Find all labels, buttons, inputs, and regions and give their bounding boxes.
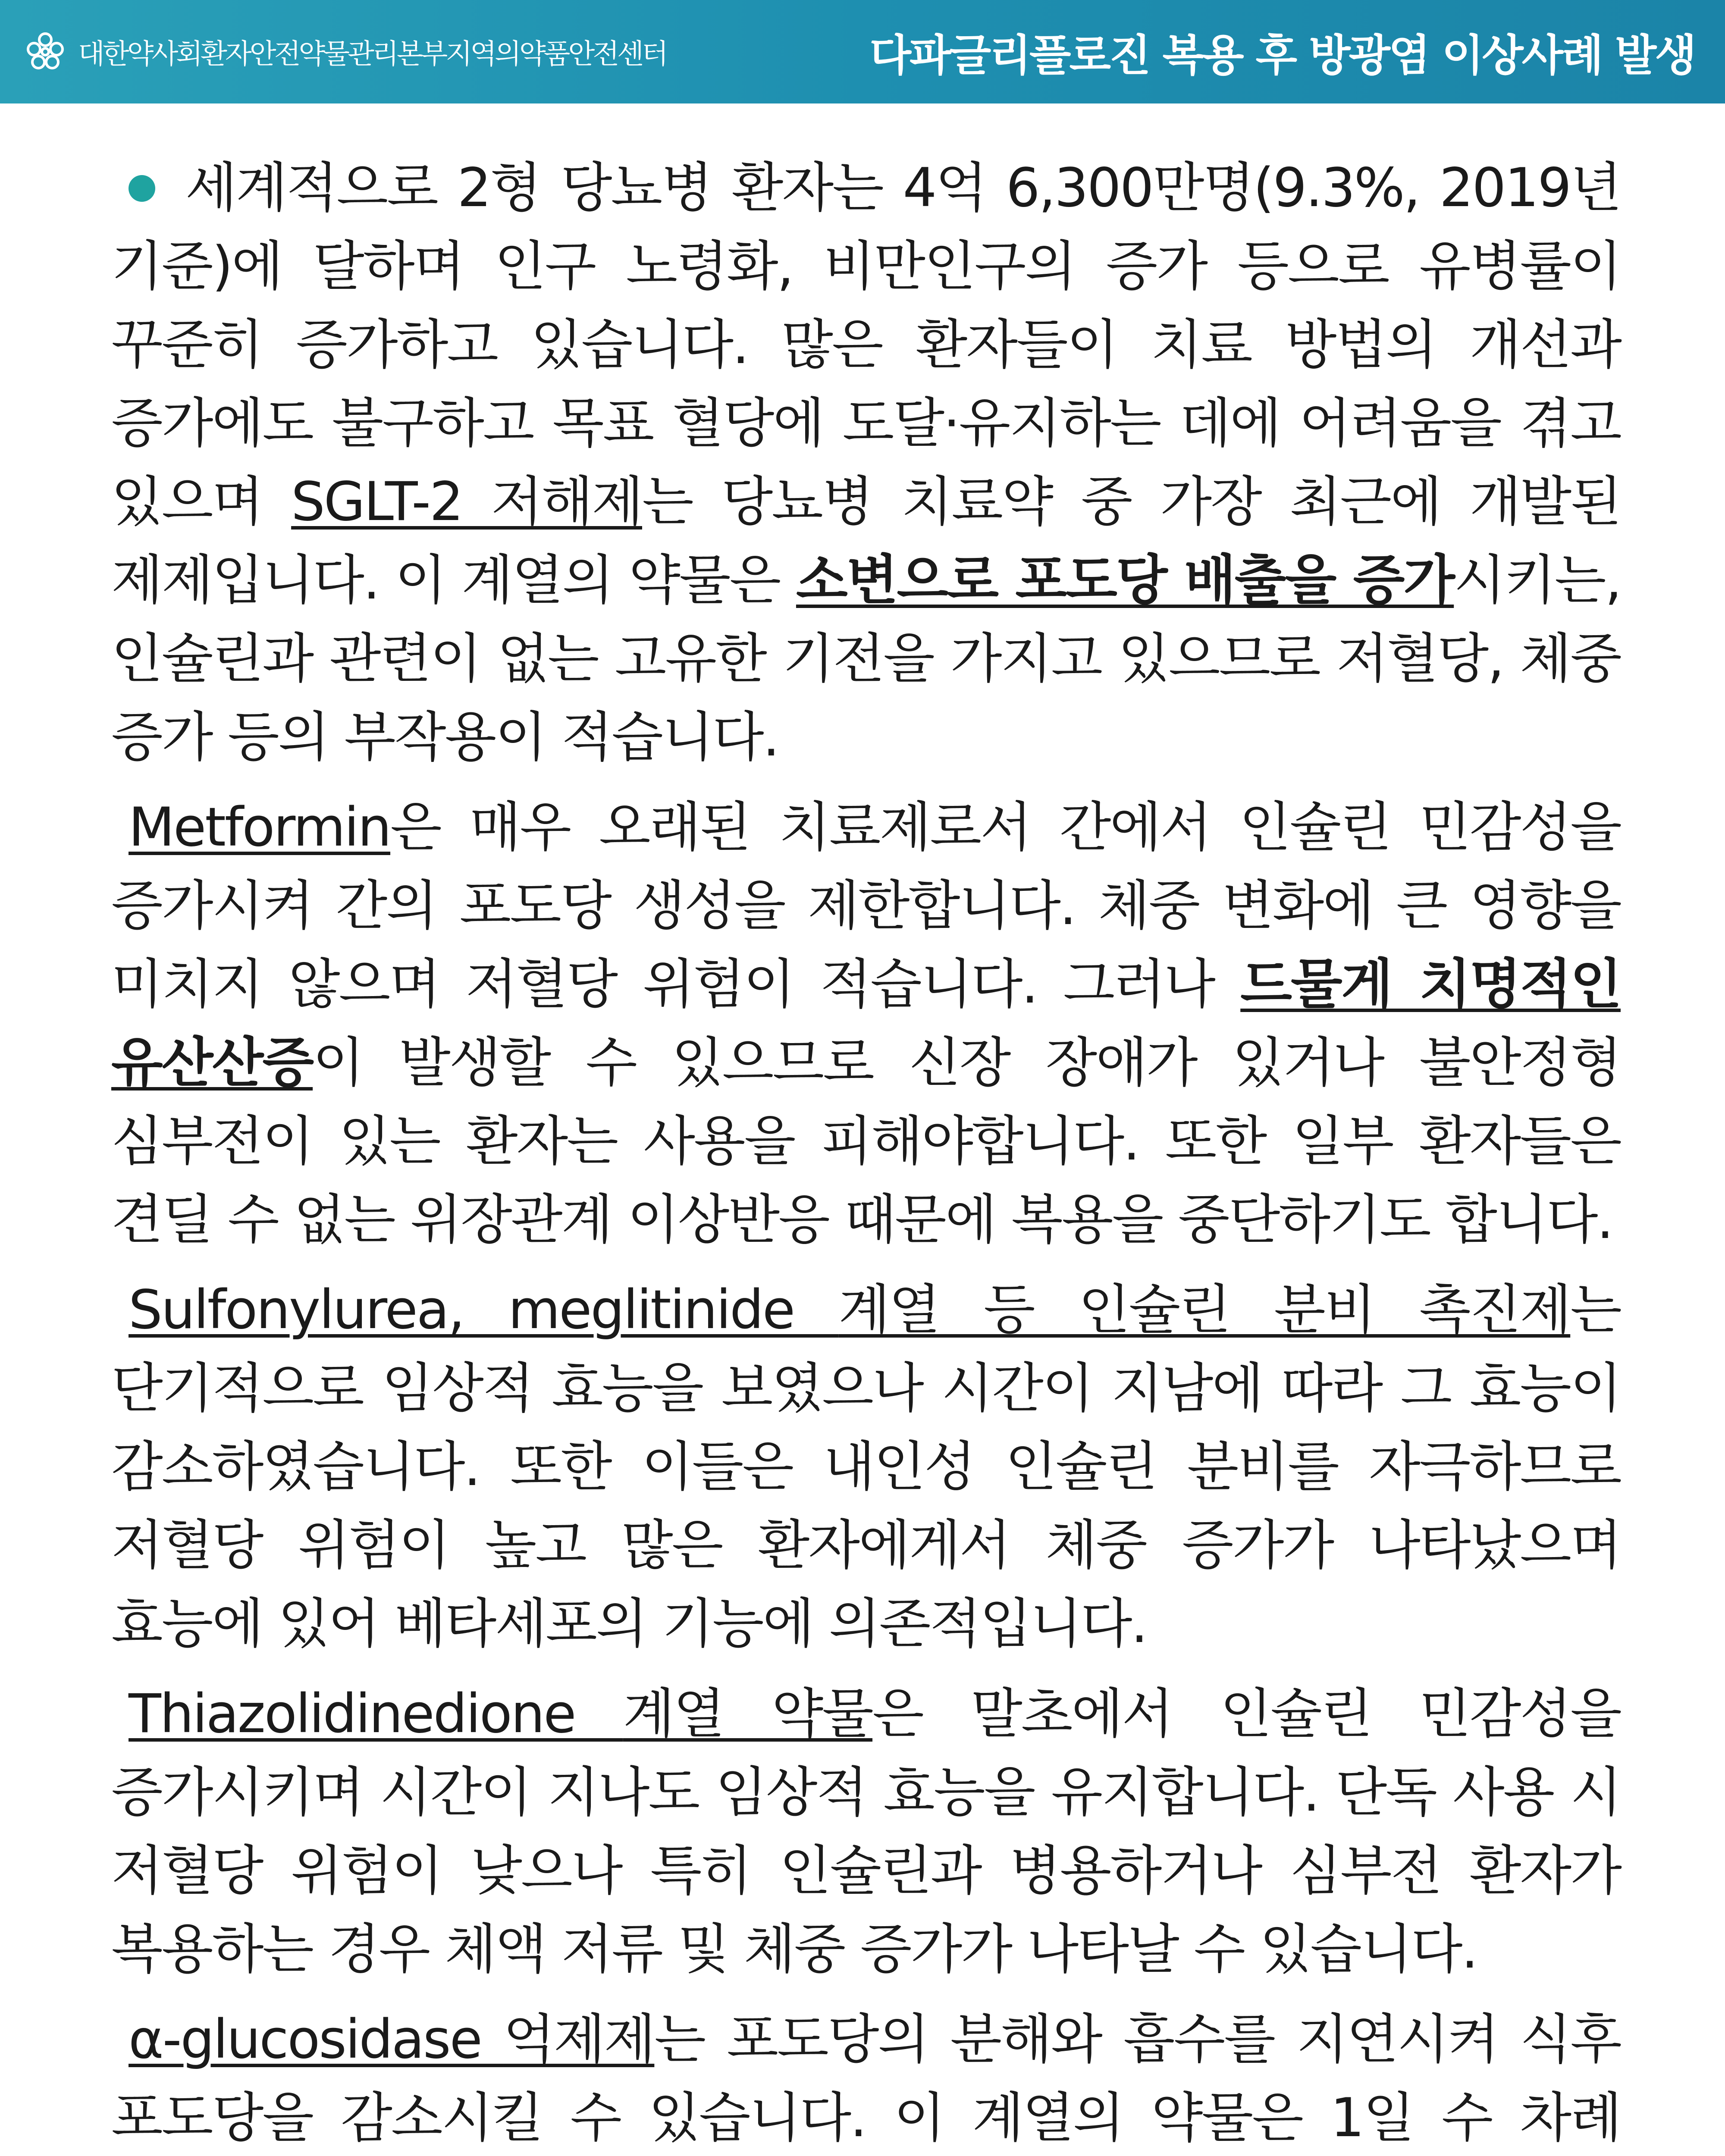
- paragraph-thiazolidinedione: [111, 1675, 1621, 1989]
- document-body: [111, 149, 1621, 2156]
- paragraph-sglt2: [111, 149, 1621, 777]
- term-inhibitor: 억제제: [503, 2009, 655, 2071]
- term-alpha-glucosidase: α-glucosidase: [129, 2009, 503, 2071]
- organization-name: 대한약사회환자안전약물관리본부지역의약품안전센터: [78, 38, 666, 70]
- term-sulfonylurea: Sulfonylurea, meglitinide: [129, 1279, 839, 1341]
- text-run: 이 발생할 수 있으므로 신장 장애가 있거나 불안정형 심부전이 있는 환자는 사용을 피해야합니다. 또한 일부 환자들은 견딜 수 없는 위장관계 이상반응 때문에 복용을 중단하기도 합니다.: [111, 1032, 1621, 1251]
- text-run: 는 단기적으로 임상적 효능을 보였으나 시간이 지남에 따라 그 효능이 감소하였습니다. 또한 이들은 내인성 인슐린 분비를 자극하므로 저혈당 위험이 높고 많은 환자에게서 체중 증가가 나타났으며 효능에 있어 베타세포의 기능에 의존적입니다.: [111, 1279, 1621, 1655]
- text-run: 세계적으로 2형 당뇨병 환자는 4억 6,300만명(9.3%, 2019년 기준)에 달하며 인구 노령화, 비만인구의 증가 등으로 유병률이 꾸준히 증가하고 있습니다. 많은 환자들이 치료 방법의 개선과 증가에도 불구하고 목표 혈당에 도달·유지하는 데에 어려움을 겪고 있으며: [111, 157, 1621, 533]
- highlight-lactic-acidosis: 드물게 치명적인 유산산증: [111, 953, 1621, 1094]
- term-sglt2: SGLT-2 저해제: [291, 471, 642, 533]
- term-metformin: Metformin: [129, 796, 391, 859]
- paragraph-sulfonylurea: [111, 1271, 1621, 1663]
- text-run: 시키는, 인슐린과 관련이 없는 고유한 기전을 가지고 있으므로 저혈당, 체중 증가 등의 부작용이 적습니다.: [111, 549, 1621, 768]
- page-header: [0, 0, 1725, 103]
- text-run: 는 당뇨병 치료약 중 가장 최근에 개발된 제제입니다. 이 계열의 약물은: [111, 471, 1621, 611]
- text-run: 은 매우 오래된 치료제로서 간에서 인슐린 민감성을 증가시켜 간의 포도당 생성을 제한합니다. 체중 변화에 큰 영향을 미치지 않으며 저혈당 위험이 적습니다. 그러나: [111, 796, 1621, 1015]
- term-insulin-secretagogue: 계열 등 인슐린 분비 촉진제: [838, 1279, 1571, 1341]
- bullet-icon: [129, 175, 155, 202]
- paragraph-alpha-glucosidase: [111, 2000, 1621, 2156]
- flower-logo-icon: [24, 30, 67, 73]
- text-run: 는 포도당의 분해와 흡수를 지연시켜 식후 포도당을 감소시킬 수 있습니다. 이 계열의 약물은 1일 수 차례: [111, 2009, 1621, 2149]
- organization: [24, 30, 666, 73]
- highlight-glucose-excretion: 소변으로 포도당 배출을 증가: [796, 549, 1454, 611]
- term-drug-class: 계열 약물: [623, 1683, 873, 1745]
- paragraph-metformin: [111, 788, 1621, 1259]
- term-thiazolidinedione: Thiazolidinedione: [129, 1683, 623, 1745]
- text-run: 은 말초에서 인슐린 민감성을 증가시키며 시간이 지나도 임상적 효능을 유지합니다. 단독 사용 시 저혈당 위험이 낮으나 특히 인슐린과 병용하거나 심부전 환자가 복용하는 경우 체액 저류 및 체중 증가가 나타날 수 있습니다.: [111, 1683, 1621, 1981]
- document-title: 다파글리플로진 복용 후 방광염 이상사례 발생: [869, 30, 1695, 81]
